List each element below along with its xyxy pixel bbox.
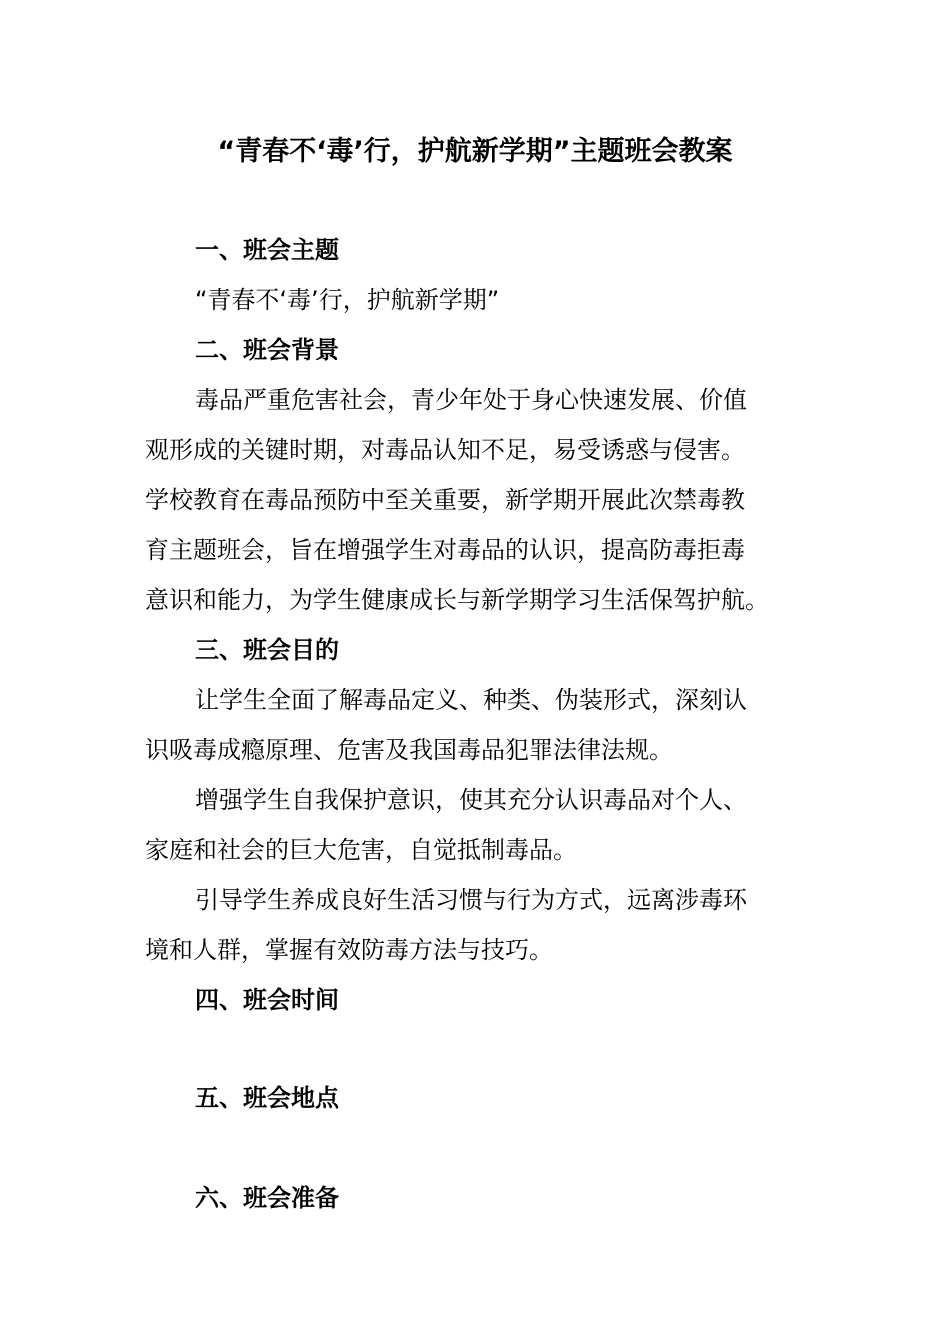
background-line: 学校教育在毒品预防中至关重要，新学期开展此次禁毒教 (145, 486, 745, 514)
purpose-line: 识吸毒成瘾原理、危害及我国毒品犯罪法律法规。 (145, 736, 673, 764)
purpose-line: 让学生全面了解毒品定义、种类、伪装形式，深刻认 (195, 686, 747, 714)
section-heading-purpose: 三、班会目的 (195, 636, 339, 664)
section-heading-time: 四、班会时间 (195, 986, 339, 1014)
section-heading-theme: 一、班会主题 (195, 236, 339, 264)
purpose-line: 引导学生养成良好生活习惯与行为方式，远离涉毒环 (195, 886, 747, 914)
purpose-line: 家庭和社会的巨大危害，自觉抵制毒品。 (145, 836, 577, 864)
theme-text: “青春不‘毒’行，护航新学期” (195, 286, 500, 314)
document-title: “青春不‘毒’行，护航新学期”主题班会教案 (217, 136, 733, 167)
background-line: 毒品严重危害社会，青少年处于身心快速发展、价值 (195, 386, 747, 414)
background-line: 育主题班会，旨在增强学生对毒品的认识，提高防毒拒毒 (145, 536, 745, 564)
section-heading-background: 二、班会背景 (195, 336, 339, 364)
background-line: 观形成的关键时期，对毒品认知不足，易受诱惑与侵害。 (145, 436, 745, 464)
background-line: 意识和能力，为学生健康成长与新学期学习生活保驾护航。 (145, 586, 769, 614)
purpose-line: 增强学生自我保护意识，使其充分认识毒品对个人、 (195, 786, 747, 814)
purpose-line: 境和人群，掌握有效防毒方法与技巧。 (145, 936, 553, 964)
section-heading-preparation: 六、班会准备 (195, 1184, 339, 1212)
section-heading-location: 五、班会地点 (195, 1084, 339, 1112)
